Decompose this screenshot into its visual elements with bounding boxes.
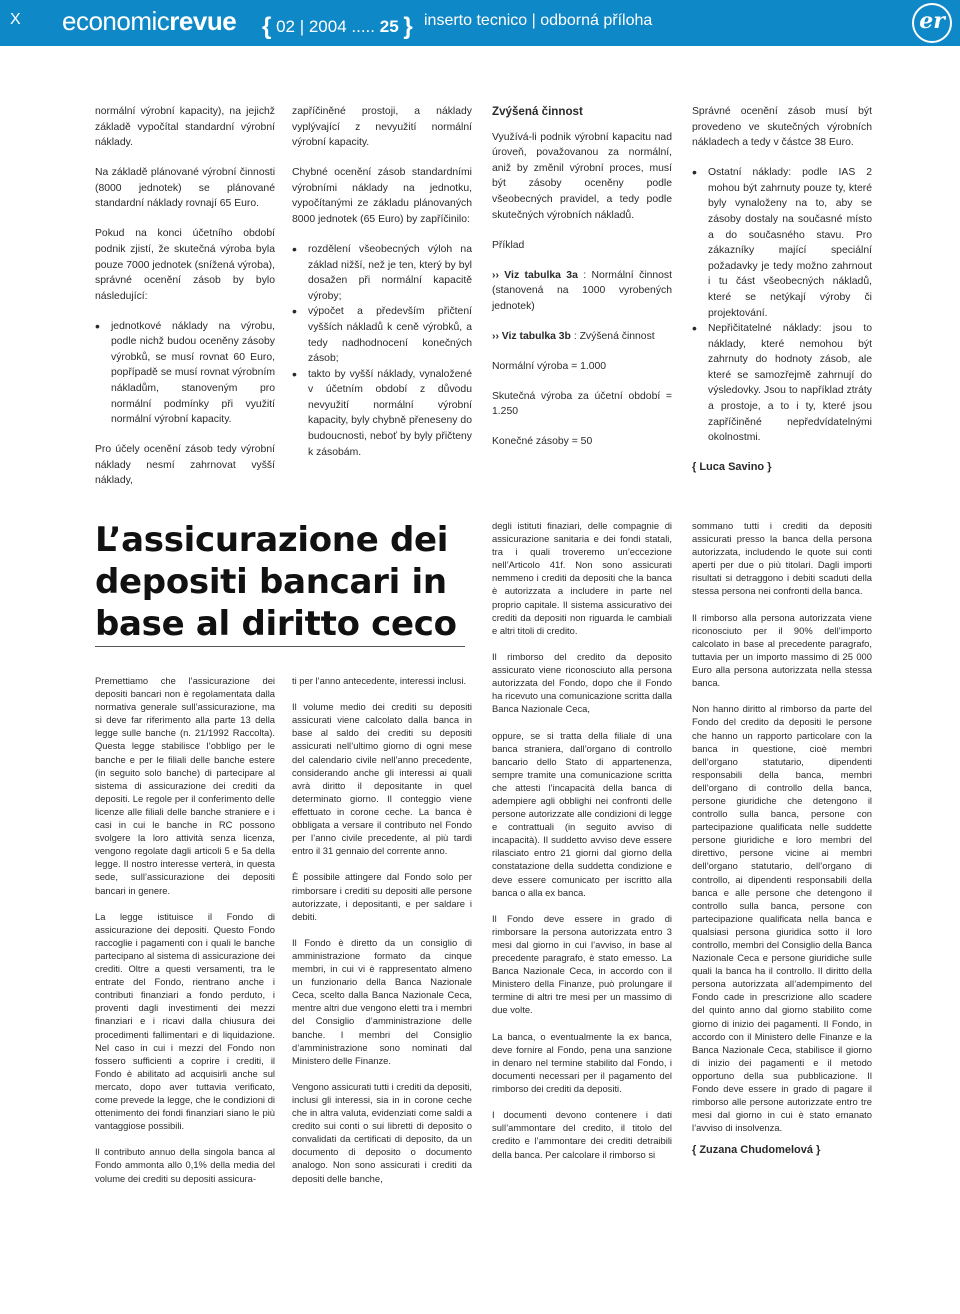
author-signature: { Luca Savino } [692, 461, 772, 474]
paragraph: Pokud na konci účetního období podnik zjistí, že skutečná výroba byla pouze 7000 jednotek (snížená výroba), správné ocenění zásob by bylo následující: [95, 228, 275, 302]
paragraph: Il rimborso alla persona autorizzata viene riconosciuto per il 90% dell’importo calcolato in base al precedente paragrafo, tuttavia per un importo massimo di 25 000 Euro alla persona autorizzata nella stessa banca. [692, 611, 872, 689]
logo-light: economic [62, 6, 170, 36]
czech-column-3 [492, 104, 672, 450]
magazine-logo [62, 6, 236, 37]
headline-divider [95, 646, 465, 647]
paragraph: Konečné zásoby = 50 [492, 436, 593, 448]
paragraph: Non hanno diritto al rimborso da parte del Fondo del credito da depositi le persone che hanno un rapporto particolare con la banca in questione, cioè membri dell’organo statutario, dipendenti responsabili della banca, membri dell’organo di controllo della banca, persone giuridiche che detengono il controllo sulla banca, persone con partecipazione qualificata nelle suddette persone giuridiche e loro membri del direttivo, persone vicine ai membri dell’organo statutario, dell’organo di controllo, ai dipendenti responsabili della banca e alle persone che detengono il controllo sulla banca, persone con partecipazione qualificata nella banca e qualsiasi persona giuridica sotto il loro controllo, membri del Consiglio della Banca Nazionale Ceca e persone giuridiche sulle quali la banca ha il controllo. Il diritto della persona autorizzata all’adempimento del Fondo cade in prescrizione allo scadere del quinto anno dal giorno stabilito come giorno di inizio dei pagamenti. Il Fondo, in accordo con il Ministero delle Finanze e la Banca Nazionale Ceca, stabilisce il giorno di inizio dei pagamenti e il metodo opportuno della sua pubblicazione. Il Fondo deve essere in grado di pagare il rimborso alle persone autorizzate entro tre mesi dal giorno in cui è stato emanato l’avviso di insolvenza. [692, 703, 872, 1134]
paragraph: I documenti devono contenere i dati sull’ammontare del credito, il titolo del credito e l’ammontare dei crediti detraibili della banca. Per calcolare il rimborso si [492, 1109, 672, 1160]
issue-number: 25 [379, 17, 399, 36]
italian-column-2 [292, 674, 472, 1185]
list-item: • rozdělení všeobecných výloh na základ nižší, než je ten, který by byl dosažen při normální kapacitě výroby; [292, 242, 472, 304]
list-item: • Nepřičitatelné náklady: jsou to náklady, které nemohou být zahrnuty do hodnoty zásob, ale které se samozřejmě zahrnují do výsledovky. Jsou to například ztráty a prostoje, a to i ty, které jsou zapříčiněné nepředvídatelnými okolnostmi. [692, 321, 872, 446]
paragraph: normální výrobní kapacity), na jejichž základě vypočítal standardní výrobní náklady. [95, 106, 275, 149]
bullet-list [692, 165, 872, 446]
paragraph: Il volume medio dei crediti su depositi assicurati viene calcolato dalla banca in base al saldo dei crediti su depositi assicurati nell’ultimo giorno di ogni mese del calendario civile nell’anno precedente, considerando anche gli interessi ai quali avrà diritto il depositante in quel determinato giorno. Il conteggio viene effettuato in corone ceche. La banca è obbligata a versare il contributo nel Fondo per l’anno civile precedente, al più tardi entro il 31 gennaio del corrente anno. [292, 701, 472, 857]
paragraph: Chybné ocenění zásob standardními výrobními náklady na jednotku, vypočítanými ze základu plánovaných 8000 jednotek (65 Euro) by zapříčinilo: [292, 167, 472, 225]
paragraph: Il Fondo è diretto da un consiglio di amministrazione formato da cinque membri, in cui vi è rappresentato almeno un funzionario della Banca Nazionale Ceca, scelto dalla Banca Nazionale Ceca, mentre altri due vengono eletti tra i membri del Consiglio d’amministrazione delle banche. I membri del Consiglio d’amministrazione sono nominati dal Ministero delle Finanze. [292, 936, 472, 1066]
page-number: X [10, 11, 21, 28]
list-item: • Ostatní náklady: podle IAS 2 mohou být zahrnuty pouze ty, které byly vynaloženy na to, aby se zásoby dostaly na současné místo a do současného stavu. Pro zákazníky mající speciální požadavky je tedy možno zahrnout i tu část všeobecných nákladů, které se netýkají výroby či projektování. [692, 165, 872, 321]
table-reference: ›› Viz tabulka 3b : Zvýšená činnost [492, 330, 655, 342]
brace-close: } [403, 13, 413, 40]
issue-info [262, 11, 413, 39]
czech-column-2 [292, 104, 472, 460]
czech-column-1 [95, 104, 275, 489]
paragraph: ti per l’anno antecedente, interessi inclusi. [292, 675, 467, 686]
paragraph: Příklad [492, 239, 525, 251]
list-item: • výpočet a především přičtení vyšších nákladů k ceně výrobků, a tedy nadhodnocení konečných zásob; [292, 304, 472, 366]
article-headline: L’assicurazione dei depositi bancari in base al diritto ceco [95, 520, 457, 644]
issue-date: 02 | 2004 ..... [276, 17, 376, 36]
paragraph: Premettiamo che l’assicurazione dei depositi bancari non è regolamentata dalla normativa generale sull’assicurazione, ma si deve far riferimento alla parte 13 della legge sulle banche (n. 21/1992 Raccolta). Questa legge stabilisce l’obbligo per le banche e per le filiali delle banche estere (in seguito solo banche) di partecipare al sistema di assicurazione dei crediti da depositi. Le regole per il conferimento delle licenze alle filiali delle banche straniere e i casi in cui le banche in RC possono svolgere la loro attività senza licenza, vengono regolate dagli articoli 5 e 5a della legge. Il nostro interesse verterà, in questa sede, sull’assicurazione dei depositi bancari in genere. [95, 675, 275, 896]
logo-bold: revue [169, 6, 237, 36]
er-seal-icon: er [912, 3, 952, 43]
table-3b-link[interactable]: ›› Viz tabulka 3b [492, 330, 571, 342]
page-header [0, 0, 960, 46]
paragraph: sommano tutti i crediti da depositi assicurati presso la banca della persona autorizzata, includendo le quote sui conti aperti per due o più titolari. Dagli importi risultati si detraggono i debiti scaduti della stessa persona nei confronti della banca. [692, 520, 872, 597]
paragraph: Il rimborso del credito da deposito assicurato viene riconosciuto alla persona autorizzata del Fondo, dopo che il Fondo ha ricevuto una comunicazione scritta dalla Banca Nazionale Ceca, [492, 650, 672, 715]
paragraph: Vengono assicurati tutti i crediti da depositi, inclusi gli interessi, sia in in corone ceche che in altra valuta, evidenziati come saldi a credito sui conti o sui libretti di deposito o convalidati da certificati di deposito, da un documento di deposito o documento analogo. Non sono assicurati i crediti da depositi delle banche, [292, 1080, 472, 1184]
italian-column-3 [492, 519, 672, 1161]
list-item: • takto by vyšší náklady, vynaložené v účetním období z důvodu nevyužití normální výrobní kapacity, byly chybně přeneseny do budoucnosti, neboť by byly přičteny k zásobám. [292, 367, 472, 461]
section-heading: Zvýšená činnost [492, 105, 583, 118]
italian-column-4 [692, 519, 872, 1158]
author-signature: { Zuzana Chudomelová } [692, 1144, 821, 1157]
paragraph: Pro účely ocenění zásob tedy výrobní náklady nesmí zahrnovat vyšší náklady, [95, 444, 275, 487]
paragraph: La legge istituisce il Fondo di assicurazione dei depositi. Questo Fondo raccoglie i pagamenti con i quali le banche partecipano al sistema di assicurazione dei crediti. Oltre a questi versamenti, tra le entrate del Fondo, rientrano anche i contributi finanziari a fondo perduto, i proventi dagli investimenti dei mezzi finanziari e i ricavi dalla chiusura dei procedimenti fallimentari e di liquidazione. Nel caso in cui i mezzi del Fondo non fossero sufficienti a coprire i crediti, il Fondo è abilitato ad acquisirli anche sul mercato, dopo aver tuttavia verificato, come prevede la legge, che le condizioni di ottenimento dei fondi finanziari siano le più vantaggiose possibili. [95, 910, 275, 1132]
brace-open: { [262, 13, 272, 40]
insert-label: inserto tecnico | odborná příloha [424, 12, 653, 29]
paragraph: Skutečná výroba za účetní období = 1.250 [492, 390, 672, 418]
list-item: • jednotkové náklady na výrobu, podle nichž budou oceněny zásoby výrobků, se musí rovnat 60 Euro, popřípadě se musí rovnat výrobním nákladům, stanoveným pro normální podmínky při využití normální výrobní kapacity. [95, 319, 275, 428]
bullet-list [292, 242, 472, 460]
italian-column-1 [95, 674, 275, 1185]
table-3a-link[interactable]: ›› Viz tabulka 3a [492, 269, 578, 281]
paragraph: Využívá-li podnik výrobní kapacitu nad úroveň, považovanou za normální, aniž by změnil výrobní proces, musí být zásoby oceněny podle všeobecných pravidel, a tedy podle skutečných výrobních nákladů. [492, 131, 672, 221]
paragraph: zapříčiněné prostoji, a náklady vyplývající z nevyužití normální výrobní kapacity. [292, 106, 472, 149]
paragraph: Il Fondo deve essere in grado di rimborsare la persona autorizzata entro 3 mesi dal giorno in cui l’avviso, in base al precedente paragrafo, è stato emesso. La Banca Nazionale Ceca, in accordo con il Ministero della Finanze, può prolungare il termine di altri tre mesi per un massimo di due volte. [492, 912, 672, 1016]
paragraph: È possibile attingere dal Fondo solo per rimborsare i crediti su depositi alle persone autorizzate, i depositanti, e per saldare i debiti. [292, 871, 472, 922]
paragraph: degli istituti finaziari, delle compagnie di assicurazione sanitaria e dei fondi statali, tra i quali troveremo un’eccezione nell’Articolo 41f. Non sono assicurati nemmeno i crediti da depositi che la banca è autorizzata a includere in parte nel proprio capitale. Il sistema assicurativo dei crediti da depositi non riguarda le cambiali e altri titoli di credito. [492, 520, 672, 636]
paragraph: oppure, se si tratta della filiale di una banca straniera, dall’organo di controllo bancario dello Stato di appartenenza, sempre tramite una comunicazione scritta che attesti l’incapacità della banca di adempiere agli obblighi nei confronti delle persone autorizzate alle condizioni di legge e contrattuali (in seguito avviso di incapacità). Il suddetto avviso deve essere rilasciato entro 21 giorni dal giorno della constatazione della suddetta condizione e deve essere comunicato per iscritto alla banca o alla ex banca. [492, 729, 672, 898]
paragraph: Normální výroba = 1.000 [492, 360, 607, 372]
paragraph: La banca, o eventualmente la ex banca, deve fornire al Fondo, pena una sanzione in denaro nel termine stabilito dal Fondo, i documenti necessari per il pagamento del rimborso dei crediti da depositi. [492, 1030, 672, 1095]
table-reference: ›› Viz tabulka 3a : Normální činnost (stanovená na 1000 vyrobených jednotek) [492, 269, 673, 312]
czech-column-4 [692, 104, 872, 476]
paragraph: Il contributo annuo della singola banca al Fondo ammonta allo 0,1% della media del volume dei crediti su depositi assicura- [95, 1146, 275, 1184]
paragraph: Na základě plánované výrobní činnosti (8000 jednotek) se plánované standardní náklady rovnají 65 Euro. [95, 167, 275, 210]
paragraph: Správné ocenění zásob musí být provedeno ve skutečných výrobních nákladech a tedy v částce 38 Euro. [692, 106, 872, 149]
bullet-list [95, 319, 275, 428]
